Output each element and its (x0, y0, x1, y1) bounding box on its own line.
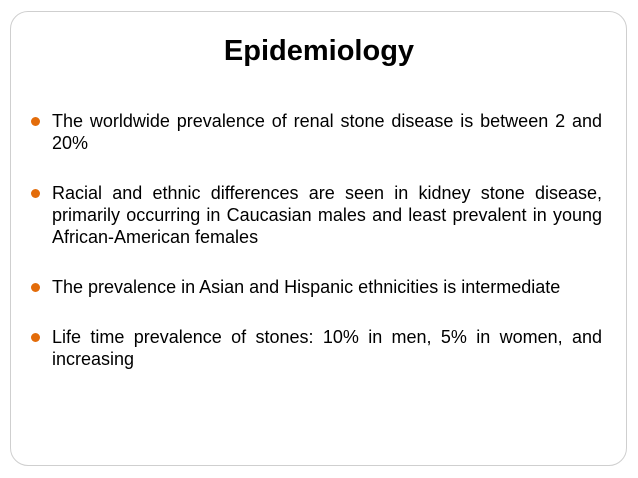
bullet-icon (31, 283, 40, 292)
bullet-item (30, 182, 602, 248)
bullet-list (30, 110, 602, 398)
bullet-text: The prevalence in Asian and Hispanic ethnicities is intermediate (52, 277, 561, 297)
bullet-icon (31, 189, 40, 198)
bullet-item (30, 326, 602, 370)
bullet-item (30, 276, 602, 298)
bullet-text: Racial and ethnic differences are seen in kidney stone disease, primarily occurring in Caucasian males and least prevalent in young African-American females (52, 183, 602, 247)
bullet-item (30, 110, 602, 154)
bullet-icon (31, 117, 40, 126)
slide-title: Epidemiology (223, 35, 415, 67)
bullet-icon (31, 333, 40, 342)
bullet-text: The worldwide prevalence of renal stone disease is between 2 and 20% (52, 111, 602, 153)
bullet-text: Life time prevalence of stones: 10% in men, 5% in women, and increasing (52, 327, 602, 369)
